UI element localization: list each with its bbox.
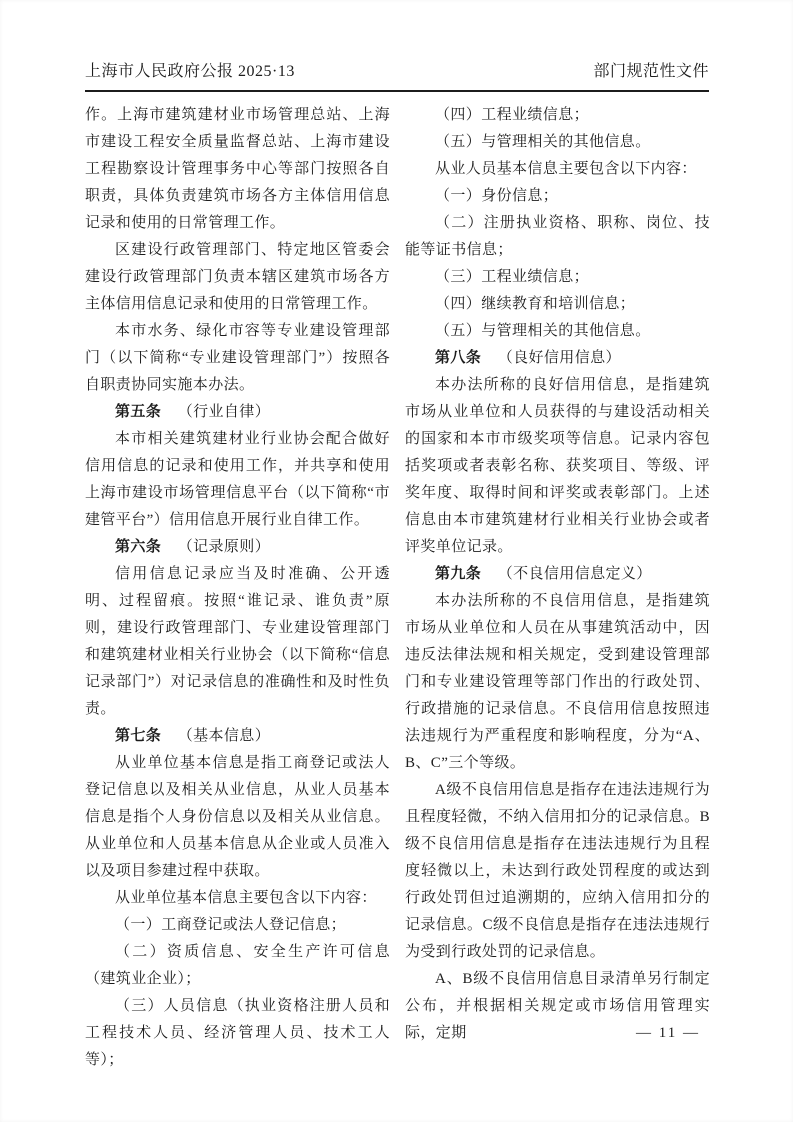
section-label: 部门规范性文件 (593, 63, 709, 80)
page-number: — 11 — (636, 1025, 700, 1041)
article-number: 第五条 (115, 404, 162, 420)
paragraph: （三）工程业绩信息； (435, 269, 590, 285)
page-header (85, 58, 709, 92)
paragraph: （四）继续教育和培训信息； (435, 296, 636, 312)
article-heading (85, 399, 390, 426)
paragraph: （五）与管理相关的其他信息。 (435, 323, 651, 339)
paragraph: （四）工程业绩信息； (435, 107, 590, 123)
paragraph: （五）与管理相关的其他信息。 (435, 134, 651, 150)
paragraph: （三）人员信息（执业资格注册人员和工程技术人员、经济管理人员、技术工人等）； (85, 998, 390, 1068)
paragraph: 从业单位基本信息是指工商登记或法人登记信息以及相关从业信息，从业人员基本信息是指个人身份信息以及相关从业信息。从业单位和人员基本信息从企业或人员准入以及项目参建过程中获取。 (85, 755, 390, 879)
article-number: 第九条 (435, 566, 482, 582)
paragraph: A级不良信用信息是指存在违法违规行为且程度轻微，不纳入信用扣分的记录信息。B级不良信用信息是指存在违法违规行为且程度轻微以上，未达到行政处罚程度的或达到行政处罚但过追溯期的，应纳入信用扣分的记录信息。C级不良信息是指存在违法违规行为受到行政处罚的记录信息。 (405, 782, 710, 960)
article-number: 第七条 (115, 728, 162, 744)
paragraph: （一）身份信息； (435, 188, 559, 204)
right-column (405, 102, 710, 1074)
paragraph: 作。上海市建筑建材业市场管理总站、上海市建设工程安全质量监督总站、上海市建设工程勘察设计管理事务中心等部门按照各自职责，具体负责建筑市场各方主体信用信息记录和使用的日常管理工作。 (85, 107, 390, 231)
paragraph: A、B级不良信用信息目录清单另行制定公布，并根据相关规定或市场信用管理实际，定期 (405, 971, 710, 1041)
article-heading (405, 345, 710, 372)
article-heading (405, 561, 710, 588)
paragraph: （二）注册执业资格、职称、岗位、技能等证书信息； (405, 215, 710, 258)
paragraph: 本办法所称的不良信用信息，是指建筑市场从业单位和人员在从事建筑活动中，因违反法律法规和相关规定，受到建设管理部门和专业建设管理等部门作出的行政处罚、行政措施的记录信息。不良信用信息按照违法违规行为严重程度和影响程度，分为“A、B、C”三个等级。 (405, 593, 710, 771)
paragraph: （一）工商登记或法人登记信息； (115, 917, 347, 933)
document-body (85, 102, 710, 1074)
gazette-title: 上海市人民政府公报 2025·13 (85, 63, 295, 80)
paragraph: 从业人员基本信息主要包含以下内容： (435, 161, 697, 177)
article-number: 第八条 (435, 350, 482, 366)
article-title: （不良信用信息定义） (497, 566, 652, 582)
page-footer (636, 1025, 700, 1042)
left-column (85, 102, 390, 1074)
paragraph: 区建设行政管理部门、特定地区管委会建设行政管理部门负责本辖区建筑市场各方主体信用信息记录和使用的日常管理工作。 (85, 242, 390, 312)
article-title: （记录原则） (177, 539, 271, 555)
article-title: （行业自律） (177, 404, 271, 420)
paragraph: （二）资质信息、安全生产许可信息（建筑业企业）； (85, 944, 390, 987)
article-title: （基本信息） (177, 728, 271, 744)
paragraph: 本市相关建筑建材业行业协会配合做好信用信息的记录和使用工作，并共享和使用上海市建设市场管理信息平台（以下简称“市建管平台”）信用信息开展行业自律工作。 (85, 431, 390, 528)
article-title: （良好信用信息） (497, 350, 621, 366)
paragraph: 从业单位基本信息主要包含以下内容： (115, 890, 377, 906)
article-number: 第六条 (115, 539, 162, 555)
article-heading (85, 534, 390, 561)
article-heading (85, 723, 390, 750)
paragraph: 本市水务、绿化市容等专业建设管理部门（以下简称“专业建设管理部门”）按照各自职责协同实施本办法。 (85, 323, 390, 393)
paragraph: 本办法所称的良好信用信息，是指建筑市场从业单位和人员获得的与建设活动相关的国家和本市市级奖项等信息。记录内容包括奖项或者表彰名称、获奖项目、等级、评奖年度、取得时间和评奖或表彰部门。上述信息由本市建筑建材行业相关行业协会或者评奖单位记录。 (405, 377, 710, 555)
paragraph: 信用信息记录应当及时准确、公开透明、过程留痕。按照“谁记录、谁负责”原则，建设行政管理部门、专业建设管理部门和建筑建材业相关行业协会（以下简称“信息记录部门”）对记录信息的准确性和及时性负责。 (85, 566, 390, 717)
